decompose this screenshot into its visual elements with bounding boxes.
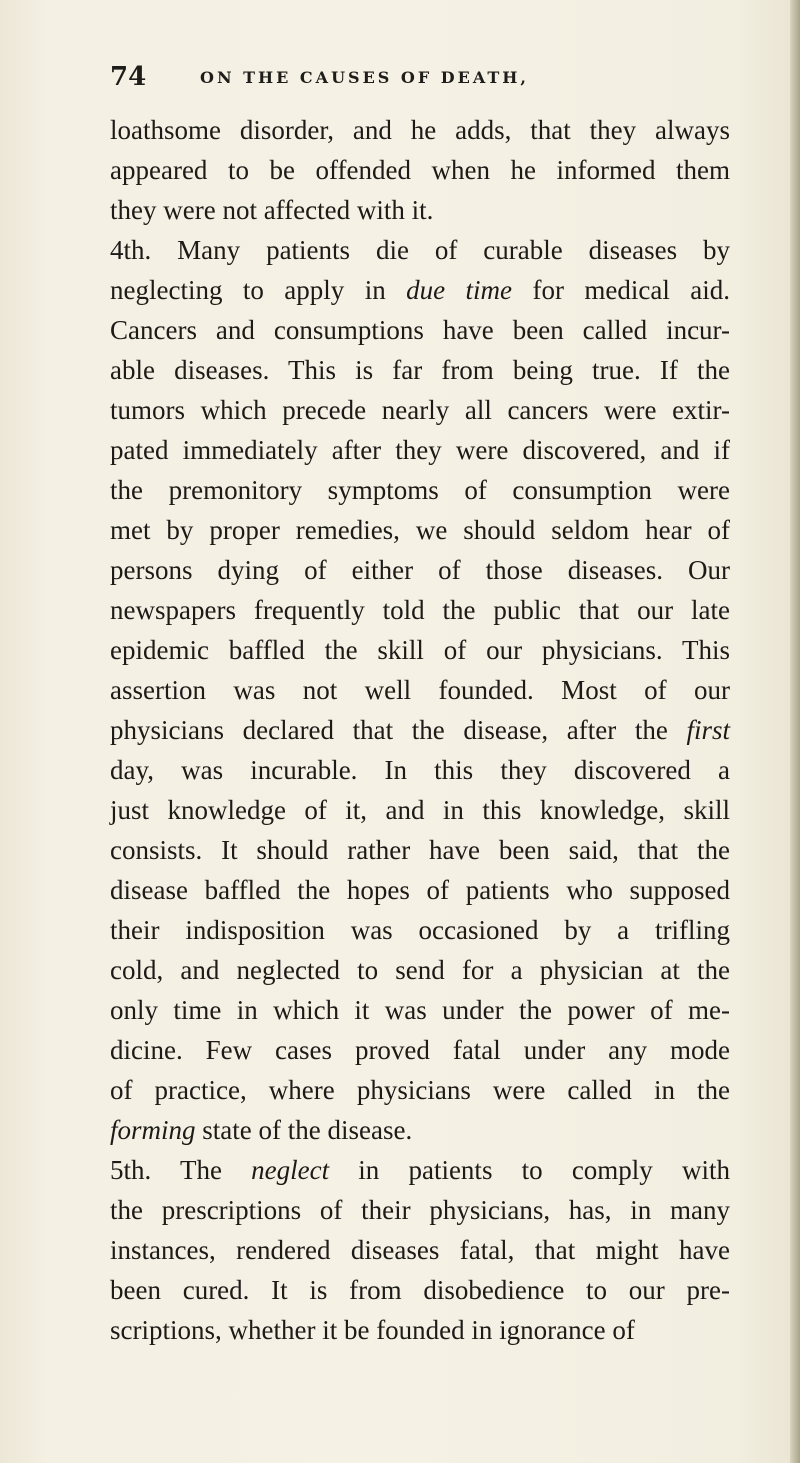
running-head — [110, 62, 730, 102]
body-text — [110, 110, 730, 1350]
text-line: loathsome disorder, and he adds, that they always — [110, 115, 730, 145]
text-line: only time in which it was under the power of me- — [110, 995, 730, 1025]
text-line: been cured. It is from disobedience to our pre- — [110, 1275, 730, 1305]
text-line: just knowledge of it, and in this knowledge, skill — [110, 795, 730, 825]
text-line: tumors which precede nearly all cancers were extir- — [110, 395, 730, 425]
text-line: newspapers frequently told the public that our late — [110, 595, 730, 625]
text-line: scriptions, whether it be founded in ignorance of — [110, 1315, 635, 1345]
text-line: dicine. Few cases proved fatal under any mode — [110, 1035, 730, 1065]
text-line: met by proper remedies, we should seldom hear of — [110, 515, 730, 545]
text-line: Cancers and consumptions have been called incur- — [110, 315, 730, 345]
text-line: the prescriptions of their physicians, has, in many — [110, 1195, 730, 1225]
text-line: 5th. The neglect in patients to comply with — [110, 1155, 730, 1185]
page-number: 74 — [110, 62, 147, 92]
page-edge — [790, 0, 800, 1463]
text-line: neglecting to apply in due time for medical aid. — [110, 275, 730, 305]
text-line: cold, and neglected to send for a physician at the — [110, 955, 730, 985]
text-line: instances, rendered diseases fatal, that might have — [110, 1235, 730, 1265]
text-line: the premonitory symptoms of consumption were — [110, 475, 730, 505]
text-line: epidemic baffled the skill of our physicians. This — [110, 635, 730, 665]
text-line: able diseases. This is far from being true. If the — [110, 355, 730, 385]
text-line: persons dying of either of those diseases. Our — [110, 555, 730, 585]
text-line: 4th. Many patients die of curable diseases by — [110, 235, 730, 265]
text-line: consists. It should rather have been said, that the — [110, 835, 730, 865]
text-line: physicians declared that the disease, after the first — [110, 715, 730, 745]
italic-phrase: forming — [110, 1115, 196, 1145]
text-line: assertion was not well founded. Most of our — [110, 675, 730, 705]
italic-phrase: neglect — [251, 1155, 330, 1185]
text-line: appeared to be offended when he informed them — [110, 155, 730, 185]
italic-phrase: due time — [406, 275, 513, 305]
text-line: forming state of the disease. — [110, 1115, 413, 1145]
text-line: disease baffled the hopes of patients who supposed — [110, 875, 730, 905]
text-line: day, was incurable. In this they discovered a — [110, 755, 730, 785]
text-line: of practice, where physicians were called in the — [110, 1075, 730, 1105]
running-head-title: ON THE CAUSES OF DEATH, — [200, 68, 529, 87]
text-line: they were not affected with it. — [110, 195, 434, 225]
text-line: pated immediately after they were discovered, and if — [110, 435, 730, 465]
text-line: their indisposition was occasioned by a trifling — [110, 915, 730, 945]
italic-phrase: first — [686, 715, 730, 745]
